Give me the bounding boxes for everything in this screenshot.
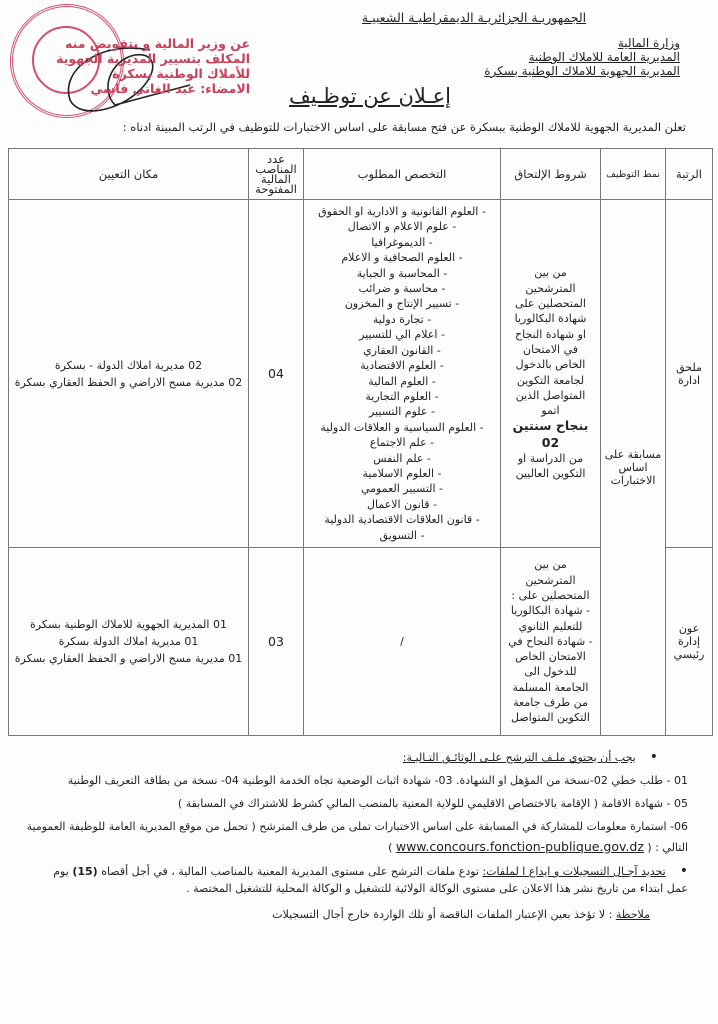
url-prefix: التالي : ( [647,841,688,854]
conditions-line: المتحصلين على : [511,588,590,602]
conditions-line: او شهادة النجاح [515,327,586,341]
stamp-line: عن وزير المالية و بتفويض منه [65,36,250,51]
specialty-item: - علم الاجتماع [369,436,435,450]
specialty-item: - قانون الاعمال [367,497,437,511]
place-line: 02 مديرية املاك الدولة - بسكرة [54,358,203,372]
specialty-item: - العلوم المالية [368,374,436,388]
specialty-item: - العلوم الاسلامية [362,466,442,480]
conditions-line: من الدراسة او [517,451,584,465]
ministry-line: المديرية الجهوية للاملاك الوطنية بسكرة [484,64,680,78]
specialty-item: - علم النفس [373,451,431,465]
documents-heading [403,748,658,767]
stamp-text [10,36,250,96]
deadline-line [53,862,688,881]
conditions-cell [501,548,601,736]
specialty-item: - علوم التسيير [369,405,435,419]
note-text: : لا تؤخذ بعين الإعتبار الملفات الناقصة أو تلك الواردة خارج أجال التسجيلات [272,908,616,921]
documents-line: 01 - طلب خطي 02-نسخة من المؤهل او الشهادة. 03- شهادة اثبات الوضعية تجاه الخدمة الوطنية 04- نسخة من بطاقة التعريف الوطنية [67,774,688,787]
header-rank: الرتبة [666,149,713,200]
conditions-line: المتحصلين على [515,297,586,311]
place-cell [9,548,249,736]
deadline-days: (15) [72,865,98,878]
header-place: مكان التعيين [9,149,249,200]
deadline-text: تودع ملفات الترشح على مستوى المديرية المعنية بالمناصب المالية ، في أجل أقصاه [101,865,483,878]
specialty-item: - تسيير الإنتاج و المخزون [344,297,460,311]
bullet-icon [666,865,688,878]
specialty-item: - محاسبة و ضرائب [358,282,446,296]
specialty-item: - العلوم التجارية [365,389,439,403]
conditions-line: الجامعة المسلمة [512,680,589,694]
specialty-item: - التسويق [379,528,425,542]
conditions-line: الامتحان الخاص [515,650,586,664]
bullet-icon [636,751,658,764]
documents-line: 05 - شهادة الاقامة ( الإقامة بالاختصاص الاقليمي للولاية المعنية بالمنصب المالي كشرط للاشتراك في المسابقة ) [177,797,688,810]
url-suffix: ) [388,841,393,854]
count-cell: 04 [249,200,304,548]
conditions-line: - شهادة النجاح في [508,634,593,648]
table-header-row [9,149,713,200]
header-count: عدد المناصب المالية المفتوحة [249,149,304,200]
note [272,906,650,924]
documents-heading-text: يجب أن يحتوي ملـف الترشح علـى الوثائـق التـاليـة: [402,751,636,764]
header-specialty: التخصص المطلوب [304,149,501,200]
conditions-line: التكوين المتواصل [511,711,590,725]
specialty-item: - تجارة دولية [372,312,432,326]
specialty-item: - العلوم القانونية و الادارية او الحقوق [318,205,486,219]
website-link[interactable]: www.concours.fonction-publique.gov.dz [395,839,644,854]
rank-cell: عون إدارة رئيسي [666,548,713,736]
ministry-line: المديرية العامة للاملاك الوطنية [528,50,680,64]
specialty-item: - العلوم الصحافية و الاعلام [341,251,463,265]
conditions-cell [501,200,601,548]
conditions-line: شهادة البكالوريا [514,312,587,326]
note-label: ملاحظة [615,908,650,921]
deadline-text-end: يوم [53,865,69,878]
specialty-item: - القانون العقاري [363,343,441,357]
header-mode: نمط التوظيف [601,149,666,200]
conditions-line: من طرف جامعة [513,696,588,710]
conditions-line: الخاص بالدخول [515,358,586,372]
conditions-line: المترشحين [525,281,576,295]
stamp-line: الامضاء: عبد الغاني فاسي [90,81,250,96]
header-conditions: شروط الإلتحاق [501,149,601,200]
conditions-line: لجامعة التكوين [516,373,585,387]
conditions-line: للتعليم الثانوي [518,619,583,633]
conditions-line: في الامتحان [523,342,578,356]
documents-line: 06- استمارة معلومات للمشاركة في المسابقة على اساس الاختبارات تملى من طرف المترشح ( تحمل من موقع المديرية العامة للوظيفة العمومية [26,820,688,833]
specialty-item: - المحاسبة و الجباية [356,266,448,280]
conditions-line: من بين [534,266,567,280]
deadline-line-2: عمل ابتداء من تاريخ نشر هذا الاعلان على مستوى الوكالة الولائية للتشغيل و الوكالة المحلية للتشغيل المختصة . [186,882,688,895]
place-line: 01 مديرية املاك الدولة بسكرة [58,635,199,648]
specialty-item: - علوم الاعلام و الاتصال [347,220,457,234]
specialty-cell: / [304,548,501,736]
table-row [9,200,713,548]
place-line: 01 المديرية الجهوية للاملاك الوطنية بسكرة [30,618,227,631]
stamp-line: للأملاك الوطنية بسكرة [112,66,250,81]
specialty-item: - التسيير العمومي [360,482,444,496]
specialty-item: - قانون العلاقات الاقتصادية الدولية [324,513,480,527]
ministry-block [484,36,680,78]
specialty-item: - اعلام الي للتسيير [359,328,445,342]
rank-cell: ملحق ادارة [666,200,713,548]
ministry-line: وزارة المالية [617,36,680,50]
conditions-line: - شهادة البكالوريا [510,604,591,618]
conditions-line: المتواصل الذين [515,388,586,402]
conditions-line: للدخول الى [524,665,577,679]
specialty-item: - العلوم السياسية و العلاقات الدولية [320,420,484,434]
deadline-label: تحديد آجـال التسجيلات و ايداع ا لملفات: [482,865,666,878]
specialty-item: - العلوم الاقتصادية [360,359,444,373]
conditions-line: اتمو [541,404,560,418]
mode-cell: مسابقة على اساس الاختبارات [601,200,666,736]
page-title: إعـلان عن توظـيف [289,84,451,108]
stamp-line: المكلف بتسيير المديرية الجهوية [56,51,250,66]
place-line: 02 مديرية مسح الاراضي و الحفظ العقاري بسكرة [14,375,243,389]
conditions-line: التكوين العاليين [515,467,586,481]
documents-url-line [388,838,688,857]
conditions-line: بنجاح سنتين 02 [512,418,589,450]
conditions-line: من بين [534,558,567,572]
specialty-cell [304,200,501,548]
conditions-line: المترشحين [525,573,576,587]
place-cell [9,200,249,548]
republic-header: الجمهوريـة الجزائريـة الديمقراطيـة الشعبيـة [361,10,587,25]
place-line: 01 مديرية مسح الاراضي و الحفظ العقاري بسكرة [14,652,243,665]
specialty-item: - الديموغرافيا [371,235,433,249]
recruitment-table [8,148,713,736]
intro-text: تعلن المديرية الجهوية للاملاك الوطنية ببسكرة عن فتح مسابقة على اساس الاختبارات للتوظيف في الرتب المبينة ادناه : [122,120,686,134]
count-cell: 03 [249,548,304,736]
